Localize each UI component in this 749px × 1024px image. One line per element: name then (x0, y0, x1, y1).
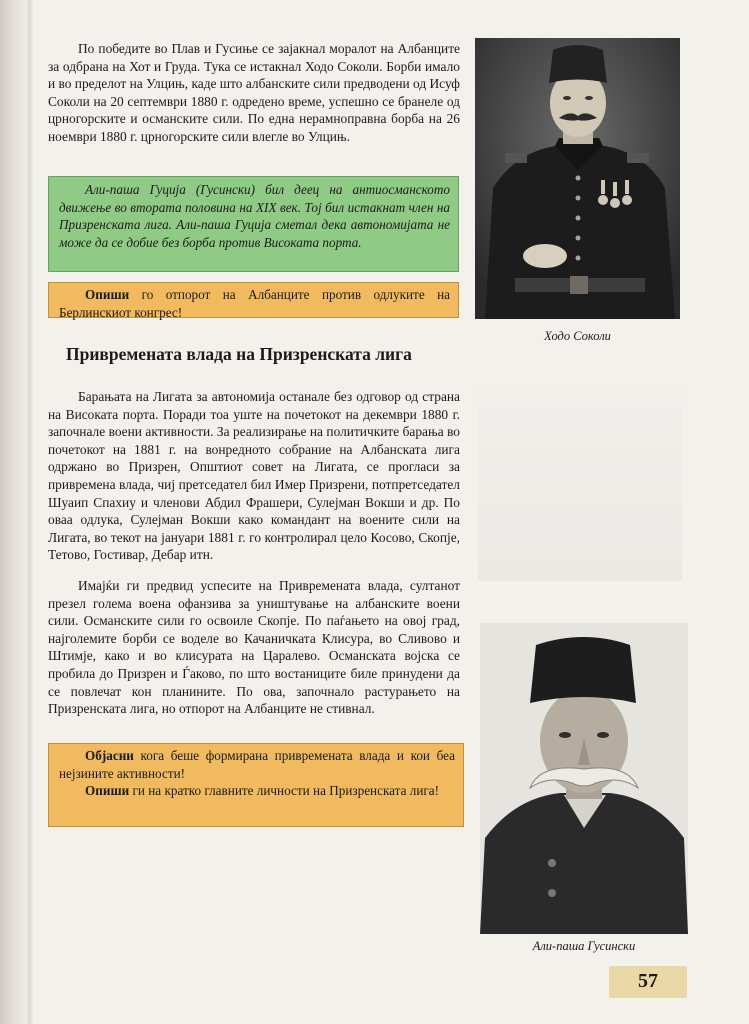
paragraph-3-container (48, 577, 460, 718)
task-text: кога беше формирана привремената влада и кои беа нејзините активности! (59, 748, 455, 781)
show-through-image (478, 385, 682, 581)
task-line-explain (59, 747, 455, 782)
page-number: 57 (638, 970, 658, 992)
paragraph-2: Барањата на Лигата за автономија останале без одговор од страна на Високата порта. Поради тоа уште на почетокот на декември 1880 г. започнале воени активности. За реализирање на политичките барања во почетокот на 1881 г. на вонредното собрание на Албанската лига одржано во Призрен, Општиот совет на Лигата, се прогласи за привремена влада, чиј претседател бил Имер Призрени, потпретседател Шуаип Спахиу и членови Абдил Фрашери, Сулејман Вокши и др. По оваа одлука, Сулејман Вокши како командант на воените сили на Лигата, во текот на јануари 1881 г. го контролирал цело Косово, Скопје, Тетово, Гостивар, Дебар итн. (48, 389, 460, 563)
task-line-describe (59, 782, 455, 800)
paragraph-1: По победите во Плав и Гусиње се зајакнал моралот на Албанците за одбрана на Хот и Груда. Тука се истакнал Ходо Соколи. Борби имало и во пределот на Улцињ, каде што албанските сили предводени од Исуф Соколи на 20 септември 1880 г. одредено време, успешно се бранеле од црногорските и османските сили. По една нерамноправна борба на 26 ноември 1880 г. црногорските сили влегле во Улцињ. (48, 41, 460, 144)
task-keyword: Опиши (85, 287, 130, 302)
task-text: го отпорот на Албанците против одлуките на Берлинскиот конгрес! (59, 287, 450, 320)
green-info-box: Али-паша Гуција (Гусински) бил деец на антиосманското движење во втората половина на XIX век. Тој бил истакнат член на Призренската лига. Али-паша Гуција сметал дека автономијата не може да се добие без борба против Високата порта. (48, 176, 459, 272)
task-box-explain (48, 743, 464, 827)
task-keyword: Објасни (85, 748, 134, 763)
portrait-hodo-sokoli (475, 38, 680, 319)
page-number-box (609, 966, 687, 998)
gutter-shadow (28, 0, 34, 1024)
caption-hodo-sokoli: Ходо Соколи (544, 329, 611, 343)
task-box-describe (48, 282, 459, 318)
paragraph-2-container (48, 388, 460, 564)
paragraph-1-container (48, 40, 460, 146)
task-text: ги на кратко главните личности на Призренската лига! (129, 783, 440, 799)
portrait-ali-pasha-gusinski (480, 623, 688, 934)
caption-ali-pasha-gusinski: Али-паша Гусински (532, 939, 636, 953)
portrait-ali-pasha-drawing (480, 623, 688, 934)
task-keyword: Опиши (85, 783, 130, 799)
portrait-hodo-sokoli-drawing (475, 38, 680, 319)
paragraph-3: Имајќи ги предвид успесите на Привремената влада, султанот презел голема воена офанзива за уништување на албанските воени сили. Османските сили го освоиле Скопје. По паѓањето на овој град, најголемите борби се воделе во Качаничката Клисура, во Сливово и Штимје, како и во клисурата на Царалево. Османската војска се пробила до Призрен и Ѓаково, по што востаниците биле принудени да се повлечат кон планините. По ова, започнало растурањето на Призренската лига, но отпорот на Албанците не стивнал. (48, 578, 460, 717)
section-heading: Привремената влада на Призренската лига (66, 344, 412, 364)
